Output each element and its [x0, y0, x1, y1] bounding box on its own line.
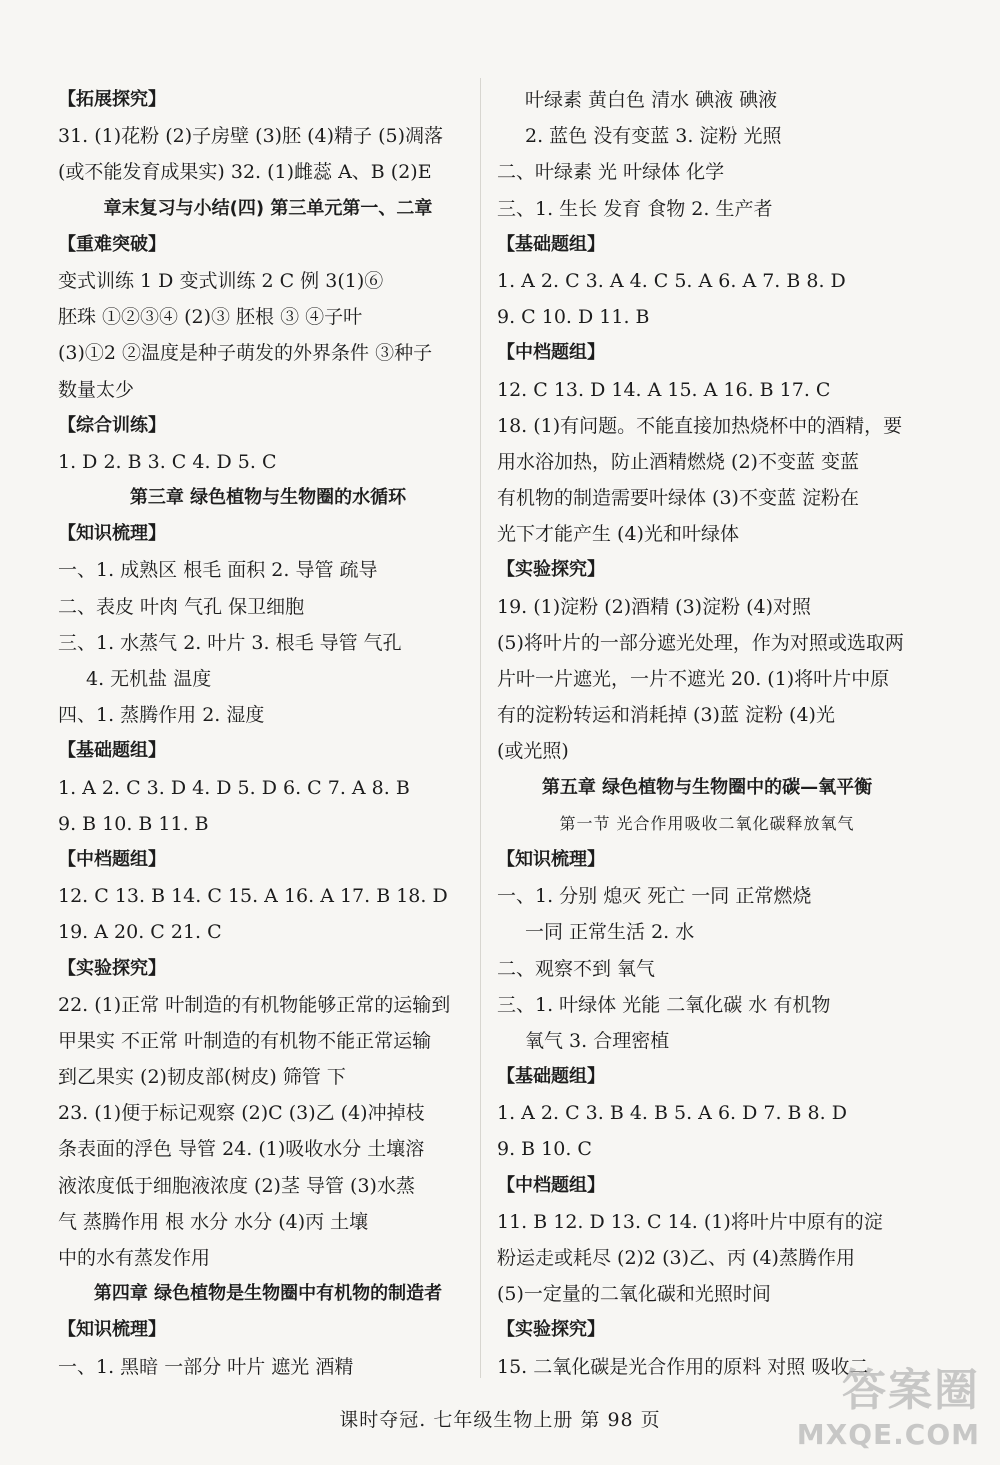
page-footer: 课时夺冠. 七年级生物上册 第 98 页	[339, 1409, 661, 1431]
answer-line: 23. (1)便于标记观察 (2)C (3)乙 (4)冲掉枝	[58, 1102, 425, 1125]
chapter-heading: 第五章 绿色植物与生物圈中的碳—氧平衡	[541, 776, 873, 798]
answer-line: 9. B 10. B 11. B	[58, 812, 209, 835]
answer-line: 2. 蓝色 没有变蓝 3. 淀粉 光照	[525, 125, 782, 148]
section-heading: 第一节 光合作用吸收二氧化碳释放氧气	[559, 813, 855, 833]
answer-line: 9. B 10. C	[497, 1138, 592, 1161]
answer-line: 二、叶绿素 光 叶绿体 化学	[497, 161, 725, 184]
section-label: 【综合训练】	[58, 414, 166, 436]
section-label: 【中档题组】	[58, 848, 166, 870]
answer-line: (或光照)	[497, 740, 569, 763]
answer-line: (5)一定量的二氧化碳和光照时间	[497, 1283, 771, 1306]
answer-line: 叶绿素 黄白色 清水 碘液 碘液	[525, 89, 778, 111]
section-label: 【重难突破】	[58, 233, 166, 255]
answer-line: (3)①2 ②温度是种子萌发的外界条件 ③种子	[58, 342, 433, 365]
answer-line: 19. A 20. C 21. C	[58, 921, 222, 944]
chapter-heading: 章末复习与小结(四) 第三单元第一、二章	[103, 197, 433, 219]
answer-line: 甲果实 不正常 叶制造的有机物不能正常运输	[58, 1029, 432, 1052]
section-label: 【拓展探究】	[58, 89, 166, 110]
answer-line: 三、1. 生长 发育 食物 2. 生产者	[497, 197, 773, 220]
answer-line: 二、表皮 叶肉 气孔 保卫细胞	[58, 595, 305, 618]
answer-line: (5)将叶片的一部分遮光处理，作为对照或选取两	[497, 631, 904, 654]
answer-line: 光下才能产生 (4)光和叶绿体	[497, 523, 739, 546]
answer-line: 22. (1)正常 叶制造的有机物能够正常的运输到	[58, 993, 451, 1016]
section-label: 【中档题组】	[497, 342, 605, 364]
watermark-url: MXQE.COM	[796, 1418, 980, 1451]
answer-line: 条表面的浮色 导管 24. (1)吸收水分 土壤溶	[58, 1138, 425, 1161]
answer-line: 1. D 2. B 3. C 4. D 5. C	[58, 450, 277, 473]
watermark-logo	[797, 1354, 980, 1451]
answer-line: 19. (1)淀粉 (2)酒精 (3)淀粉 (4)对照	[497, 595, 812, 618]
answer-line: 一、1. 分别 熄灭 死亡 一同 正常燃烧	[497, 885, 812, 908]
answer-line: 4. 无机盐 温度	[86, 668, 212, 690]
section-label: 【实验探究】	[58, 957, 166, 979]
answer-line: 18. (1)有问题。不能直接加热烧杯中的酒精，要	[497, 414, 903, 437]
answer-line: 12. C 13. B 14. C 15. A 16. A 17. B 18. D	[58, 885, 448, 908]
section-label: 【基础题组】	[58, 740, 166, 762]
section-label: 【中档题组】	[497, 1174, 605, 1196]
answer-line: 氧气 3. 合理密植	[525, 1029, 670, 1052]
answer-line: 变式训练 1 D 变式训练 2 C 例 3(1)⑥	[58, 269, 384, 292]
section-label: 【实验探究】	[497, 1319, 605, 1341]
answer-line: 粉运走或耗尽 (2)2 (3)乙、丙 (4)蒸腾作用	[497, 1247, 855, 1269]
answer-line: 15. 二氧化碳是光合作用的原料 对照 吸收二	[497, 1355, 869, 1378]
answer-line: 三、1. 叶绿体 光能 二氧化碳 水 有机物	[497, 993, 831, 1016]
answer-line: 三、1. 水蒸气 2. 叶片 3. 根毛 导管 气孔	[58, 631, 402, 654]
answer-line: 胚珠 ①②③④ (2)③ 胚根 ③ ④子叶	[58, 306, 363, 329]
answer-line: 11. B 12. D 13. C 14. (1)将叶片中原有的淀	[497, 1210, 883, 1233]
answer-line: 数量太少	[58, 378, 135, 401]
answer-line: 31. (1)花粉 (2)子房壁 (3)胚 (4)精子 (5)凋落	[58, 125, 443, 148]
section-label: 【知识梳理】	[58, 1319, 166, 1341]
answer-line: 1. A 2. C 3. B 4. B 5. A 6. D 7. B 8. D	[497, 1102, 847, 1125]
answer-line: 一、1. 成熟区 根毛 面积 2. 导管 疏导	[58, 559, 378, 582]
answer-line: 有的淀粉转运和消耗掉 (3)蓝 淀粉 (4)光	[497, 704, 835, 727]
answer-line: 四、1. 蒸腾作用 2. 湿度	[58, 704, 265, 727]
answer-line: 1. A 2. C 3. D 4. D 5. D 6. C 7. A 8. B	[58, 776, 410, 799]
chapter-heading: 第三章 绿色植物与生物圈的水循环	[129, 487, 407, 509]
section-label: 【知识梳理】	[497, 848, 605, 870]
answer-line: 二、观察不到 氧气	[497, 957, 656, 980]
answer-line: 9. C 10. D 11. B	[497, 306, 650, 329]
section-label: 【基础题组】	[497, 233, 605, 255]
answer-line: 一、1. 黑暗 一部分 叶片 遮光 酒精	[58, 1355, 354, 1378]
answer-line: 气 蒸腾作用 根 水分 水分 (4)丙 土壤	[58, 1210, 369, 1233]
left-column	[58, 82, 478, 1385]
answer-line: 1. A 2. C 3. A 4. C 5. A 6. A 7. B 8. D	[497, 269, 846, 292]
right-column	[497, 82, 917, 1385]
answer-line: 液浓度低于细胞液浓度 (2)茎 导管 (3)水蒸	[58, 1174, 415, 1197]
section-label: 【知识梳理】	[58, 523, 166, 545]
answer-line: 一同 正常生活 2. 水	[525, 921, 695, 944]
answer-line: 有机物的制造需要叶绿体 (3)不变蓝 淀粉在	[497, 487, 859, 510]
section-label: 【基础题组】	[497, 1066, 605, 1088]
answer-line: 中的水有蒸发作用	[58, 1247, 211, 1269]
section-label: 【实验探究】	[497, 559, 605, 581]
answer-line: (或不能发育成果实) 32. (1)雌蕊 A、B (2)E	[58, 161, 432, 184]
watermark-title: 答案圈	[842, 1365, 980, 1416]
answer-line: 12. C 13. D 14. A 15. A 16. B 17. C	[497, 378, 831, 401]
column-divider	[480, 78, 481, 1378]
answer-line: 用水浴加热，防止酒精燃烧 (2)不变蓝 变蓝	[497, 450, 859, 473]
chapter-heading: 第四章 绿色植物是生物圈中有机物的制造者	[93, 1283, 443, 1305]
answer-line: 片叶一片遮光，一片不遮光 20. (1)将叶片中原	[497, 668, 890, 690]
answer-line: 到乙果实 (2)韧皮部(树皮) 筛管 下	[58, 1066, 346, 1089]
